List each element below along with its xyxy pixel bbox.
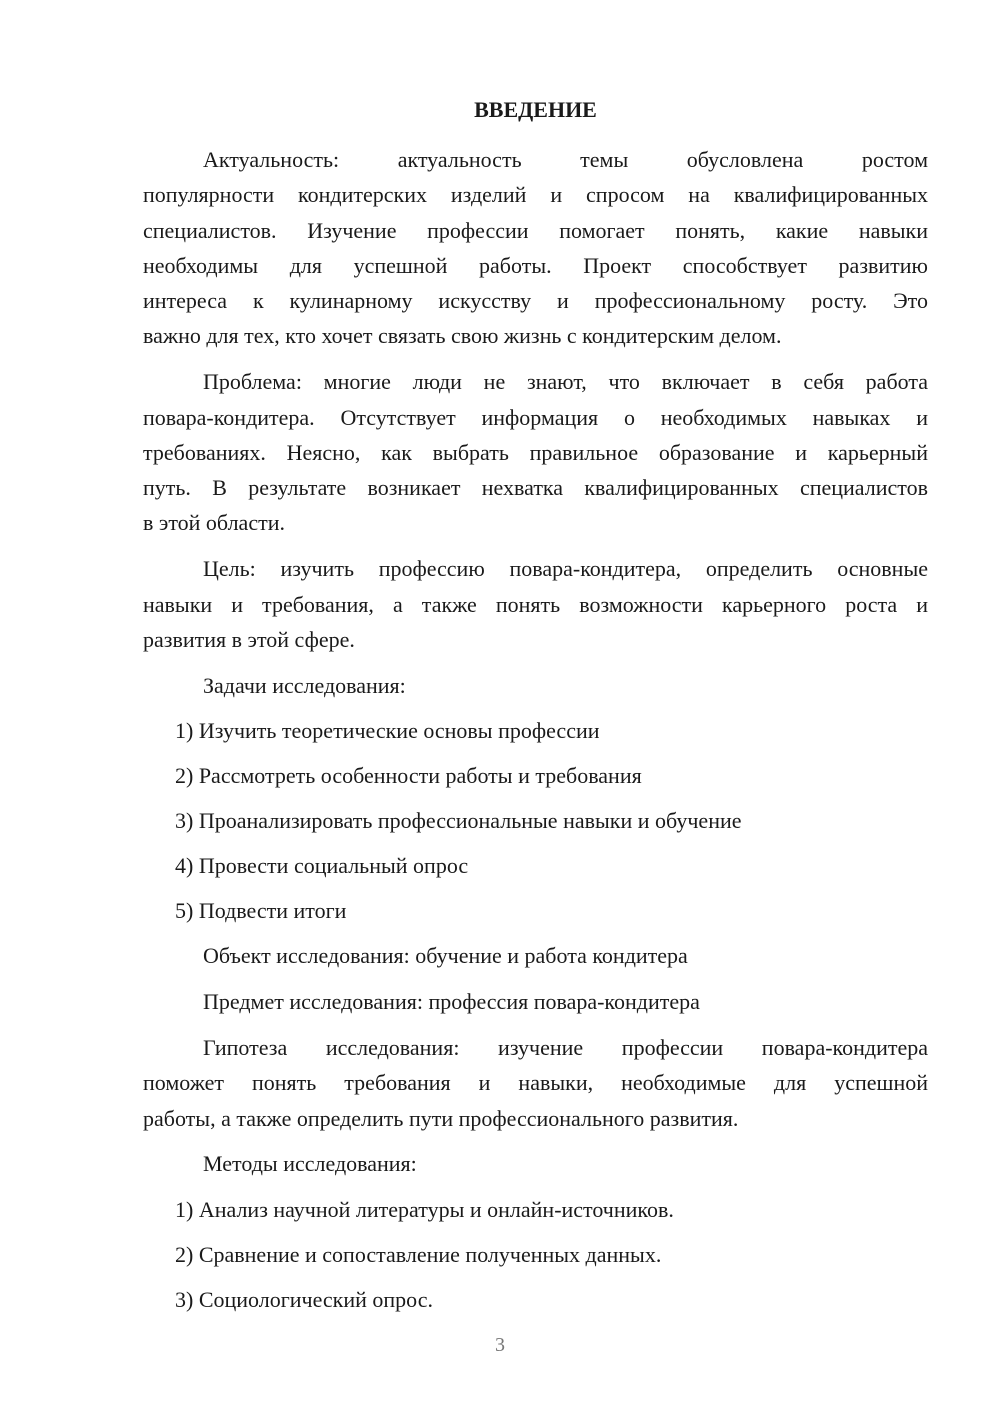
text-line: интереса к кулинарному искусству и профессиональному росту. Это	[143, 288, 928, 314]
text-line: необходимы для успешной работы. Проект способствует развитию	[143, 252, 928, 278]
text-line: навыки и требования, а также понять возможности карьерного роста и	[143, 591, 928, 617]
document-page	[143, 92, 928, 1327]
text-line: Цель: изучить профессию повара-кондитера, определить основные	[203, 556, 928, 582]
paragraph	[143, 938, 928, 973]
text-line: Предмет исследования: профессия повара-кондитера	[203, 989, 700, 1015]
text-line: развития в этой сфере.	[143, 626, 355, 652]
text-line: путь. В результате возникает нехватка квалифицированных специалистов	[143, 475, 928, 501]
text-line: повара-кондитера. Отсутствует информация о необходимых навыках и	[143, 404, 928, 430]
text-line: в этой области.	[143, 510, 285, 536]
text-line: Проблема: многие люди не знают, что включает в себя работа	[203, 369, 928, 395]
list-item: 2) Рассмотреть особенности работы и требования	[175, 763, 642, 789]
text-line: важно для тех, кто хочет связать свою жизнь с кондитерским делом.	[143, 323, 782, 349]
text-line: Методы исследования:	[203, 1151, 417, 1177]
text-line: Актуальность: актуальность темы обусловлена ростом	[203, 147, 928, 172]
paragraph	[143, 1146, 928, 1181]
list-item: 1) Изучить теоретические основы профессии	[175, 718, 600, 744]
text-line: Задачи исследования:	[203, 672, 406, 698]
list-item: 3) Социологический опрос.	[175, 1287, 433, 1313]
text-line: Объект исследования: обучение и работа кондитера	[203, 943, 688, 969]
text-line: работы, а также определить пути профессионального развития.	[143, 1105, 739, 1131]
page-number: 3	[495, 1334, 505, 1356]
paragraph	[143, 551, 928, 657]
list-item: 4) Провести социальный опрос	[175, 853, 469, 879]
text-line: Гипотеза исследования: изучение профессии повара-кондитера	[203, 1035, 928, 1061]
list-item: 3) Проанализировать профессиональные навыки и обучение	[175, 808, 742, 834]
paragraph	[143, 1030, 928, 1136]
paragraph	[143, 364, 928, 540]
list-item: 2) Сравнение и сопоставление полученных данных.	[175, 1242, 662, 1268]
paragraph	[143, 984, 928, 1019]
paragraph	[143, 142, 928, 354]
list-item: 1) Анализ научной литературы и онлайн-источников.	[175, 1197, 674, 1223]
paragraph	[143, 668, 928, 703]
page-title: ВВЕДЕНИЕ	[474, 97, 597, 122]
text-line: популярности кондитерских изделий и спросом на квалифицированных	[143, 182, 928, 208]
text-line: специалистов. Изучение профессии помогает понять, какие навыки	[143, 217, 928, 243]
text-line: поможет понять требования и навыки, необходимые для успешной	[143, 1070, 928, 1096]
list-item: 5) Подвести итоги	[175, 898, 347, 924]
document-body	[143, 142, 928, 1317]
text-line: требованиях. Неясно, как выбрать правильное образование и карьерный	[143, 439, 928, 465]
